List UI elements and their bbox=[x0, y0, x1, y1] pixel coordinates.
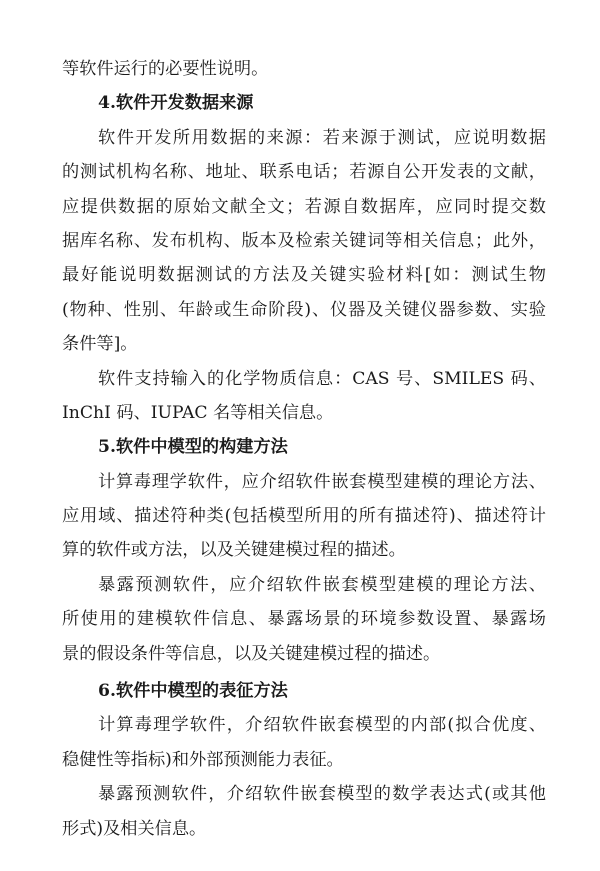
paragraph-line: 最好能说明数据测试的方法及关键实验材料[如：测试生物 bbox=[62, 265, 546, 286]
paragraph-line: 的测试机构名称、地址、联系电话；若源自公开发表的文献， bbox=[62, 162, 546, 183]
paragraph-continuation: 等软件运行的必要性说明。 bbox=[62, 59, 269, 79]
paragraph-line: 软件支持输入的化学物质信息：CAS 号、SMILES 码、 bbox=[98, 368, 546, 389]
paragraph-line: 暴露预测软件，应介绍软件嵌套模型建模的理论方法、 bbox=[98, 574, 546, 595]
paragraph-line: 据库名称、发布机构、版本及检索关键词等相关信息；此外， bbox=[62, 230, 546, 251]
paragraph-line: 应用域、描述符种类(包括模型所用的所有描述符)、描述符计 bbox=[62, 506, 546, 527]
paragraph-line: 景的假设条件等信息，以及关键建模过程的描述。 bbox=[62, 643, 441, 664]
paragraph-line: 稳健性等指标)和外部预测能力表征。 bbox=[62, 749, 344, 770]
paragraph-line: InChI 码、IUPAC 名等相关信息。 bbox=[62, 402, 334, 423]
paragraph-line: (物种、性别、年龄或生命阶段)、仪器及关键仪器参数、实验 bbox=[62, 299, 546, 320]
paragraph-line: 所使用的建模软件信息、暴露场景的环境参数设置、暴露场 bbox=[62, 609, 546, 630]
section-heading-4: 4.软件开发数据来源 bbox=[98, 93, 254, 114]
paragraph-line: 软件开发所用数据的来源：若来源于测试，应说明数据 bbox=[98, 127, 546, 148]
paragraph-line: 计算毒理学软件，介绍软件嵌套模型的内部(拟合优度、 bbox=[98, 715, 546, 736]
paragraph-line: 形式)及相关信息。 bbox=[62, 818, 207, 839]
paragraph-line: 条件等]。 bbox=[62, 334, 138, 355]
paragraph-line: 暴露预测软件，介绍软件嵌套模型的数学表达式(或其他 bbox=[98, 784, 546, 805]
paragraph-line: 计算毒理学软件，应介绍软件嵌套模型建模的理论方法、 bbox=[98, 471, 546, 492]
section-heading-6: 6.软件中模型的表征方法 bbox=[98, 681, 288, 702]
section-heading-5: 5.软件中模型的构建方法 bbox=[98, 437, 288, 458]
paragraph-line: 应提供数据的原始文献全文；若源自数据库，应同时提交数 bbox=[62, 196, 546, 217]
paragraph-line: 算的软件或方法，以及关键建模过程的描述。 bbox=[62, 540, 406, 561]
